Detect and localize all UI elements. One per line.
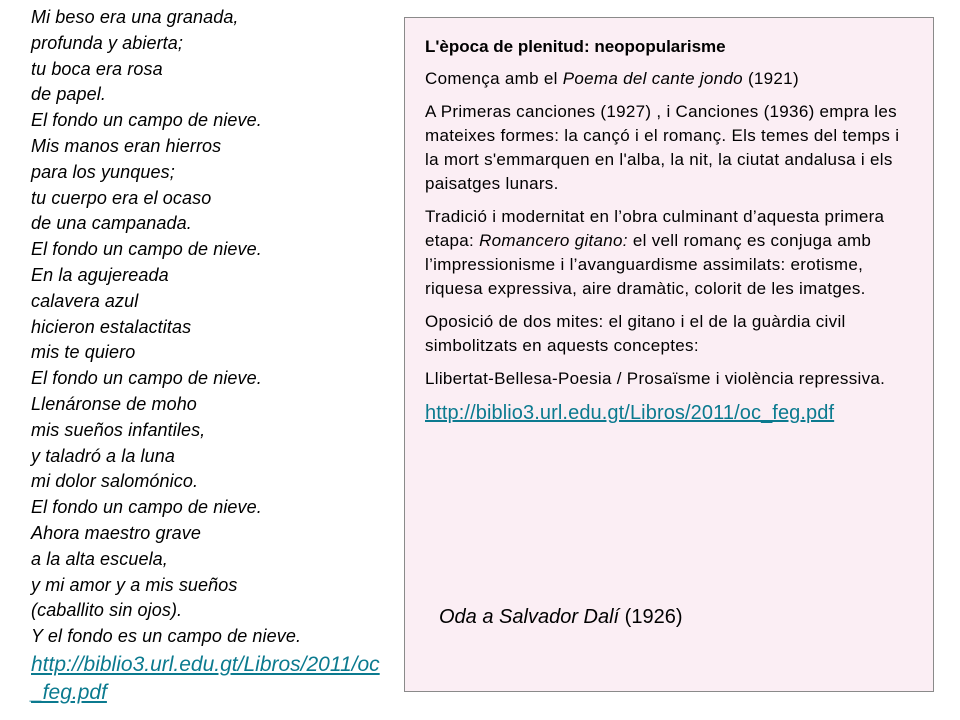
- info-paragraph-2: A Primeras canciones (1927) , i Canciones (1936) empra les mateixes formes: la cançó i el romanç. Els temes del temps i la mort s'emmarquen en l'alba, la nit, la ciutat andalusa i els paisatges lunars.: [425, 102, 900, 193]
- poem-line: Mis manos eran hierros: [31, 135, 222, 156]
- poem-line: tu boca era rosa: [31, 58, 163, 79]
- p1-text-after: (1921): [742, 69, 799, 88]
- p3-text-before: Tradició i modernitat en l’obra culminant d’aquesta primera etapa:: [425, 207, 885, 250]
- info-paragraph-1: [425, 67, 913, 91]
- info-paragraph-5: Llibertat-Bellesa-Poesia / Prosaïsme i violència repressiva.: [425, 369, 886, 388]
- info-source-link[interactable]: http://biblio3.url.edu.gt/Libros/2011/oc_feg.pdf: [425, 402, 835, 424]
- poem-line: Mi beso era una granada,: [31, 7, 239, 27]
- info-heading: L'època de plenitud: neopopularisme: [425, 37, 726, 56]
- poem-caption: [439, 604, 682, 630]
- poem-line: mi dolor salomónico.: [31, 471, 199, 492]
- poem-line: y taladró a la luna: [31, 445, 175, 466]
- poem-source-link[interactable]: http://biblio3.url.edu.gt/Libros/2011/oc_feg.pdf: [31, 652, 380, 704]
- poem-line: hicieron estalactitas: [31, 316, 192, 337]
- poem-line: a la alta escuela,: [31, 548, 168, 569]
- poem-line: Ahora maestro grave: [31, 522, 201, 543]
- poem-line: tu cuerpo era el ocaso: [31, 187, 212, 208]
- poem-line: profunda y abierta;: [31, 32, 183, 53]
- p3-title-italic: Romancero gitano:: [479, 231, 628, 250]
- poem-column: [31, 5, 391, 707]
- poem-line: calavera azul: [31, 290, 139, 311]
- poem-line: El fondo un campo de nieve.: [31, 368, 262, 389]
- poem-line: En la agujereada: [31, 264, 169, 285]
- poem-line: de una campanada.: [31, 213, 192, 234]
- poem-line: El fondo un campo de nieve.: [31, 497, 262, 518]
- info-box: [404, 17, 934, 692]
- caption-year: (1926): [619, 606, 683, 628]
- caption-title-italic: Oda a Salvador Dalí: [439, 606, 620, 628]
- poem-lines: [31, 5, 391, 650]
- info-paragraph-3: [425, 205, 913, 301]
- p3-text-after: el vell romanç es conjuga amb l’impressionisme i l’avanguardisme assimilats: erotisme, riquesa expressiva, aire dramàtic, colorit de les imatges.: [425, 231, 872, 298]
- poem-line: El fondo un campo de nieve.: [31, 110, 262, 131]
- p1-text-before: Comença amb el: [425, 69, 563, 88]
- p1-title-italic: Poema del cante jondo: [562, 69, 743, 88]
- poem-line: de papel.: [31, 84, 106, 105]
- poem-line: Llenáronse de moho: [31, 393, 197, 414]
- poem-line: mis sueños infantiles,: [31, 419, 206, 440]
- poem-line: para los yunques;: [31, 161, 175, 182]
- poem-line: mis te quiero: [31, 342, 136, 363]
- poem-line: Y el fondo es un campo de nieve.: [31, 626, 302, 647]
- poem-line: El fondo un campo de nieve.: [31, 239, 262, 260]
- poem-line: y mi amor y a mis sueños: [31, 574, 238, 595]
- info-paragraph-4: Oposició de dos mites: el gitano i el de la guàrdia civil simbolitzats en aquests conceptes:: [425, 312, 846, 355]
- poem-line: (caballito sin ojos).: [31, 600, 183, 621]
